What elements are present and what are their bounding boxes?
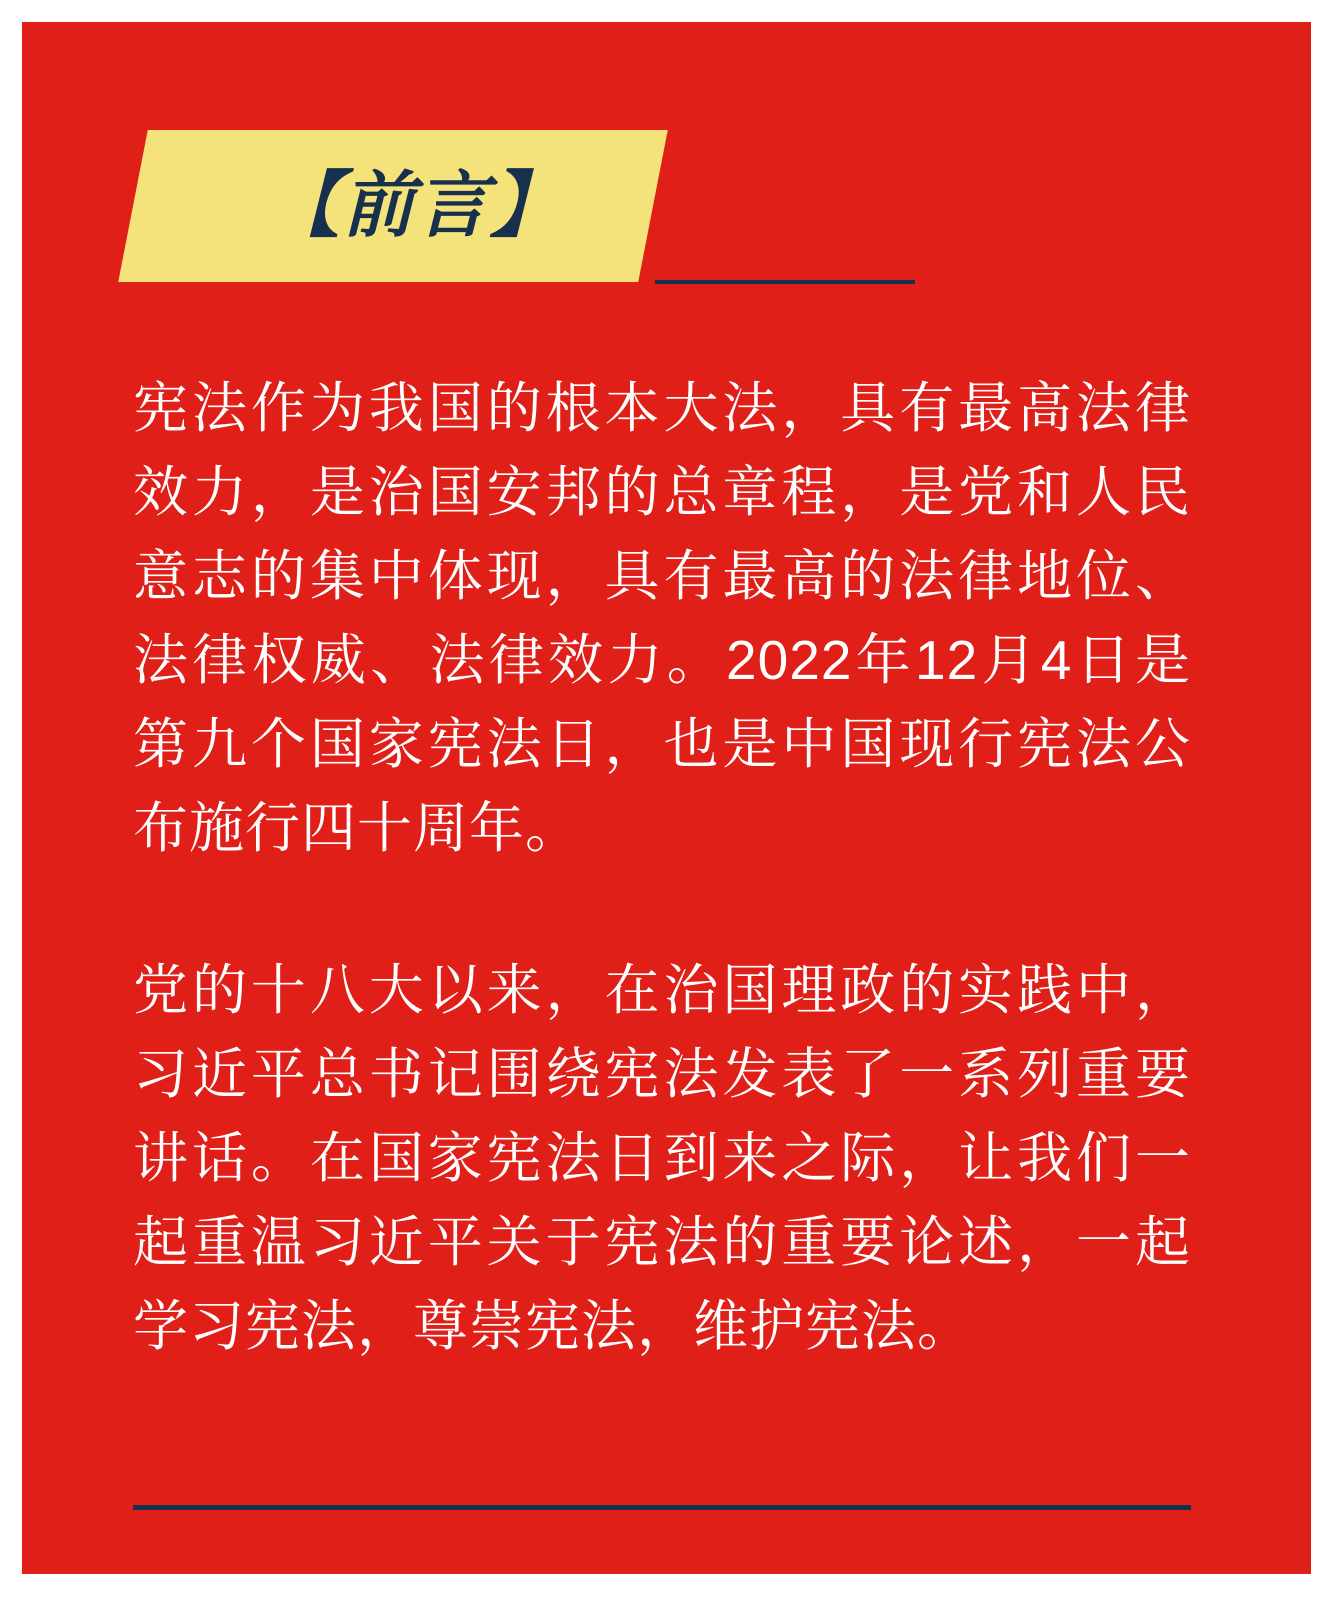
page-title: 【前言】: [268, 166, 565, 246]
footer-divider: [133, 1505, 1191, 1510]
header-divider: [655, 280, 915, 284]
page-edge-top: [0, 0, 1333, 22]
header: [0, 130, 1333, 295]
body-paragraph: 宪法作为我国的根本大法，具有最高法律效力，是治国安邦的总章程，是党和人民意志的集中体现，具有最高的法律地位、法律权威、法律效力。2022年12月4日是第九个国家宪法日，也是中国现行宪法公布施行四十周年。: [133, 377, 1191, 859]
body-content: [133, 366, 1191, 1368]
body-paragraph: 党的十八大以来，在治国理政的实践中，习近平总书记围绕宪法发表了一系列重要讲话。在国家宪法日到来之际，让我们一起重温习近平关于宪法的重要论述，一起学习宪法，尊崇宪法，维护宪法。: [133, 959, 1191, 1357]
page-edge-bottom: [0, 1574, 1333, 1600]
